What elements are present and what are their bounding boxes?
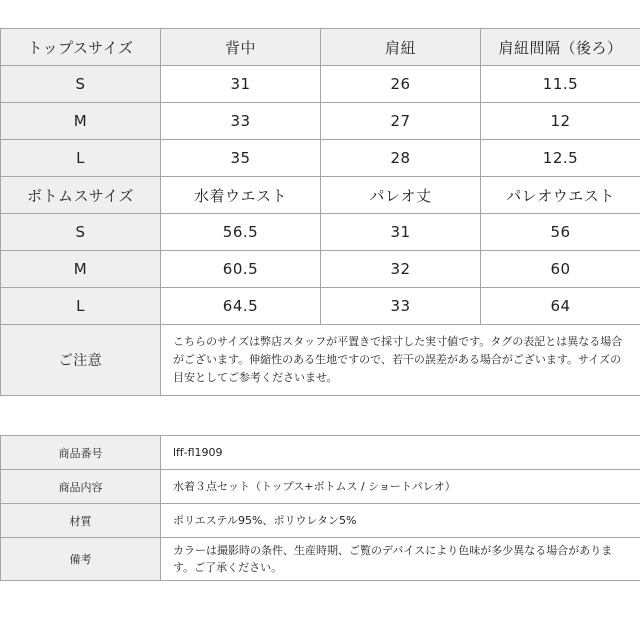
- table-row: [1, 140, 640, 177]
- size-label: L: [1, 288, 161, 325]
- strap-header: 肩紐: [321, 29, 481, 66]
- table-cell: 12: [481, 103, 640, 140]
- product-number-value: lff-fl1909: [161, 436, 640, 470]
- table-cell: 64.5: [161, 288, 321, 325]
- size-label: S: [1, 66, 161, 103]
- swim-waist-header: 水着ウエスト: [161, 177, 321, 214]
- remarks-label: 備考: [1, 538, 161, 581]
- table-cell: 56.5: [161, 214, 321, 251]
- size-label: S: [1, 214, 161, 251]
- contents-value: 水着３点セット（トップス+ボトムス / ショートパレオ）: [161, 470, 640, 504]
- table-row: [1, 214, 640, 251]
- size-label: M: [1, 103, 161, 140]
- table-cell: 33: [321, 288, 481, 325]
- contents-label: 商品内容: [1, 470, 161, 504]
- table-cell: 31: [321, 214, 481, 251]
- note-label: ご注意: [1, 325, 161, 396]
- material-label: 材質: [1, 504, 161, 538]
- info-row-product-number: [1, 436, 640, 470]
- table-cell: 33: [161, 103, 321, 140]
- product-info-table: [0, 435, 640, 581]
- tops-size-header: トップスサイズ: [1, 29, 161, 66]
- table-cell: 28: [321, 140, 481, 177]
- table-cell: 27: [321, 103, 481, 140]
- size-table: [0, 28, 640, 396]
- note-text: こちらのサイズは弊店スタッフが平置きで採寸した実寸値です。タグの表記とは異なる場合がございます。伸縮性のある生地ですので、若干の誤差がある場合がございます。サイズの目安としてご参考くださいませ。: [161, 325, 640, 396]
- table-row: [1, 66, 640, 103]
- table-cell: 60.5: [161, 251, 321, 288]
- tops-header-row: [1, 29, 640, 66]
- material-value: ポリエステル95%、ポリウレタン5%: [161, 504, 640, 538]
- table-row: [1, 251, 640, 288]
- table-cell: 56: [481, 214, 640, 251]
- size-label: L: [1, 140, 161, 177]
- table-cell: 64: [481, 288, 640, 325]
- table-cell: 11.5: [481, 66, 640, 103]
- table-cell: 60: [481, 251, 640, 288]
- product-number-label: 商品番号: [1, 436, 161, 470]
- strap-spacing-header: 肩紐間隔（後ろ）: [481, 29, 640, 66]
- table-row: [1, 288, 640, 325]
- table-row: [1, 103, 640, 140]
- size-label: M: [1, 251, 161, 288]
- table-cell: 31: [161, 66, 321, 103]
- info-row-contents: [1, 470, 640, 504]
- table-cell: 32: [321, 251, 481, 288]
- table-cell: 12.5: [481, 140, 640, 177]
- table-cell: 26: [321, 66, 481, 103]
- bottoms-size-header: ボトムスサイズ: [1, 177, 161, 214]
- note-row: [1, 325, 640, 396]
- pareo-length-header: パレオ丈: [321, 177, 481, 214]
- back-header: 背中: [161, 29, 321, 66]
- info-row-remarks: [1, 538, 640, 581]
- pareo-waist-header: パレオウエスト: [481, 177, 640, 214]
- table-cell: 35: [161, 140, 321, 177]
- bottoms-header-row: [1, 177, 640, 214]
- info-row-material: [1, 504, 640, 538]
- remarks-value: カラーは撮影時の条件、生産時期、ご覧のデバイスにより色味が多少異なる場合があります。ご了承ください。: [161, 538, 640, 581]
